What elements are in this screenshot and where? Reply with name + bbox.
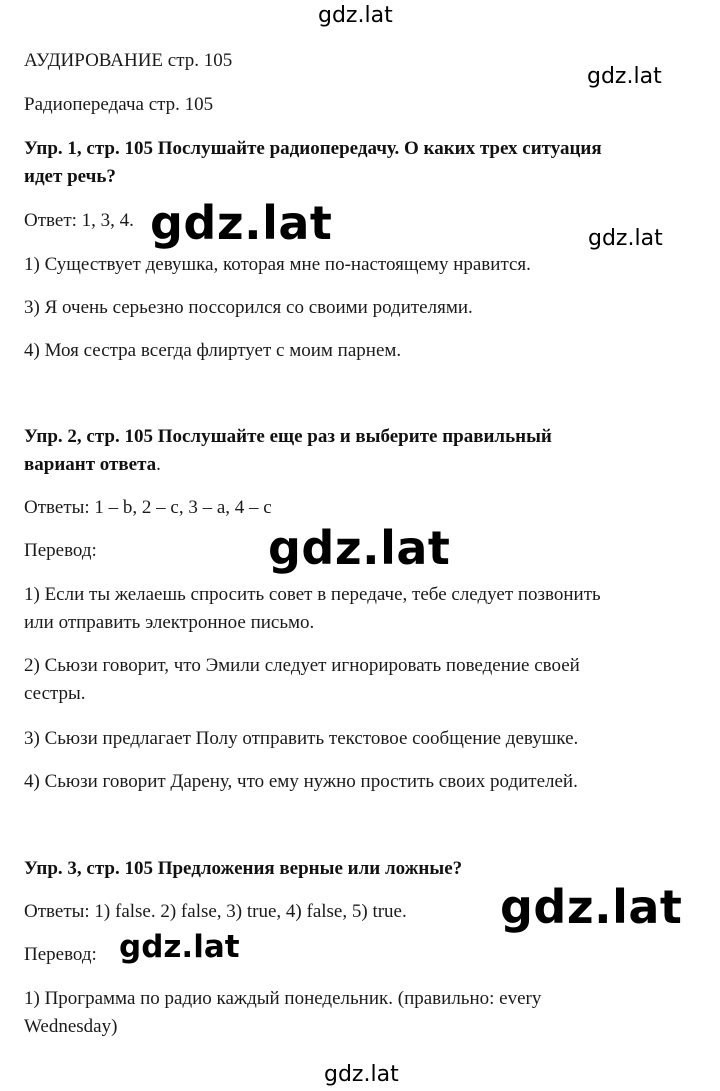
exercise-3-answer: Ответы: 1) false. 2) false, 3) true, 4) false, 5) true. bbox=[24, 901, 407, 922]
watermark-medium: gdz.lat bbox=[119, 929, 240, 965]
watermark-large-3: gdz.lat bbox=[500, 880, 683, 934]
watermark-right-2: gdz.lat bbox=[588, 226, 663, 251]
watermark-right-1: gdz.lat bbox=[587, 64, 662, 89]
exercise-3-translation-label: Перевод: bbox=[24, 944, 97, 965]
exercise-3-item-1: 1) Программа по радио каждый понедельник. (правильно: every bbox=[24, 988, 542, 1009]
exercise-2-title: Упр. 2, стр. 105 Послушайте еще раз и выберите правильный bbox=[24, 426, 552, 447]
exercise-2-translation-label: Перевод: bbox=[24, 540, 97, 561]
exercise-1-title: Упр. 1, стр. 105 Послушайте радиопередачу. О каких трех ситуация bbox=[24, 138, 602, 159]
exercise-2-item-1: 1) Если ты желаешь спросить совет в передаче, тебе следует позвонить bbox=[24, 584, 601, 605]
subheading-radio-show: Радиопередача стр. 105 bbox=[24, 94, 214, 115]
exercise-2-answer: Ответы: 1 – b, 2 – c, 3 – a, 4 – c bbox=[24, 497, 272, 518]
section-heading-listening: АУДИРОВАНИЕ стр. 105 bbox=[24, 50, 233, 71]
watermark-large-1: gdz.lat bbox=[150, 196, 333, 250]
exercise-2-title-period: . bbox=[156, 454, 161, 475]
exercise-2-item-1-cont: или отправить электронное письмо. bbox=[24, 612, 315, 633]
exercise-1-title-cont: идет речь? bbox=[24, 166, 116, 187]
exercise-3-item-1-cont: Wednesday) bbox=[24, 1016, 118, 1037]
watermark-large-2: gdz.lat bbox=[268, 521, 451, 575]
exercise-2-item-2: 2) Сьюзи говорит, что Эмили следует игнорировать поведение своей bbox=[24, 655, 580, 676]
exercise-2-item-4: 4) Сьюзи говорит Дарену, что ему нужно простить своих родителей. bbox=[24, 771, 578, 792]
watermark-bottom: gdz.lat bbox=[324, 1062, 399, 1087]
exercise-2-title-cont-line bbox=[24, 451, 161, 479]
exercise-2-item-3: 3) Сьюзи предлагает Полу отправить текстовое сообщение девушке. bbox=[24, 728, 579, 749]
exercise-2-title-cont: вариант ответа bbox=[24, 454, 157, 475]
exercise-1-item-3: 3) Я очень серьезно поссорился со своими родителями. bbox=[24, 297, 473, 318]
exercise-1-answer: Ответ: 1, 3, 4. bbox=[24, 210, 134, 231]
exercise-3-title: Упр. 3, стр. 105 Предложения верные или ложные? bbox=[24, 858, 463, 879]
watermark-top: gdz.lat bbox=[318, 3, 393, 28]
exercise-2-item-2-cont: сестры. bbox=[24, 683, 86, 704]
exercise-1-item-1: 1) Существует девушка, которая мне по-настоящему нравится. bbox=[24, 254, 531, 275]
exercise-1-item-4: 4) Моя сестра всегда флиртует с моим парнем. bbox=[24, 340, 402, 361]
